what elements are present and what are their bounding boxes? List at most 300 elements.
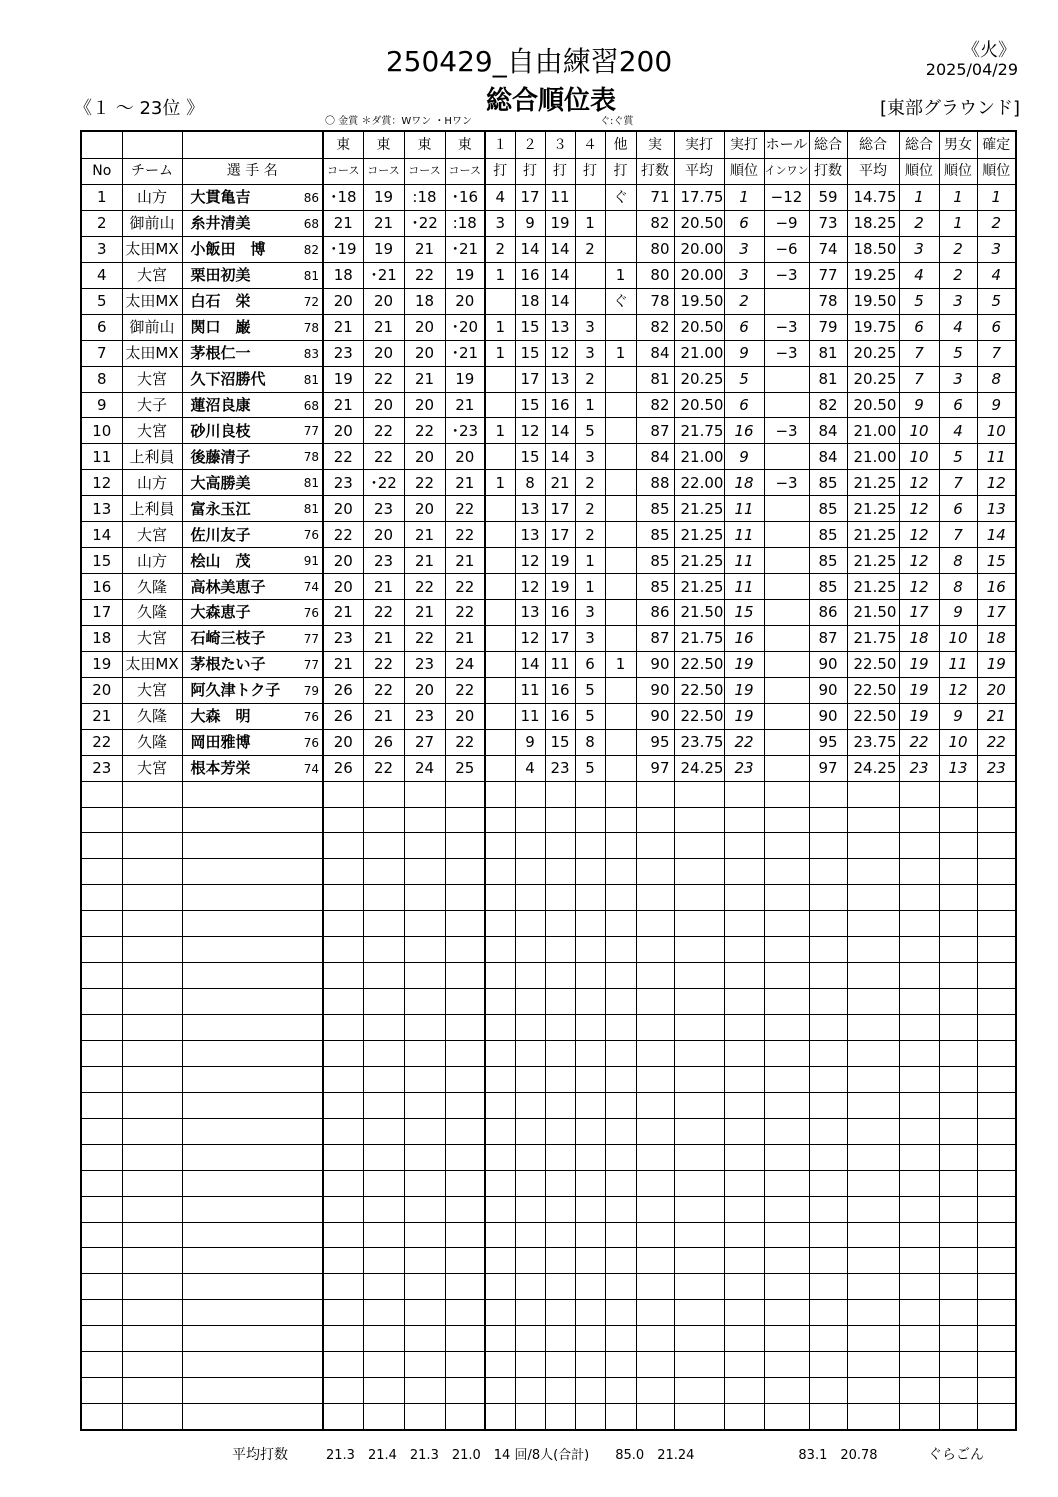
course-score [445,1170,485,1196]
hit-count [545,1378,575,1404]
total-average: 14.75 [847,185,899,211]
strokes [636,1015,674,1041]
table-row [81,236,1016,262]
player-name-text: 大高勝美 [190,473,251,492]
table-row [81,288,1016,314]
course-score [445,885,485,911]
strokes [636,807,674,833]
strokes [636,1248,674,1274]
hole-in-one: −3 [764,418,809,444]
total-rank: 18 [899,625,939,651]
hit-count [545,989,575,1015]
course-score: 20 [404,444,445,470]
gender-rank: 7 [939,470,977,496]
column-header: 打 [485,158,515,185]
total-strokes: 85 [809,470,847,496]
hit-count [485,1196,515,1222]
player-age: 78 [303,320,319,335]
total-rank: 4 [899,262,939,288]
hit-count: 6 [575,651,605,677]
course-score: 22 [363,444,404,470]
total-rank [899,911,939,937]
total-rank [899,1092,939,1118]
hit-count [605,496,636,522]
player-name [182,548,323,574]
team-cell [122,937,182,963]
row-number [81,1066,122,1092]
hit-count [605,444,636,470]
course-score: 21 [323,600,363,626]
footer-averages: 21.3 21.4 21.3 21.0 14 回/8人(合計) 85.0 21.24 83.1 20.78 [326,1448,878,1463]
row-number: 2 [81,210,122,236]
course-score [404,1118,445,1144]
hit-count: 1 [485,314,515,340]
team-cell: 久隆 [122,729,182,755]
course-score: 22 [445,729,485,755]
course-score: 20 [363,392,404,418]
course-score [445,859,485,885]
total-rank [899,1015,939,1041]
strokes-rank [724,1326,764,1352]
column-header: 平均 [674,158,724,185]
hit-count: 19 [545,548,575,574]
strokes-rank [724,1300,764,1326]
strokes-average: 20.50 [674,210,724,236]
hit-count: 3 [575,314,605,340]
final-rank [977,859,1016,885]
hit-count [485,1378,515,1404]
team-cell [122,1352,182,1378]
course-score [363,781,404,807]
strokes-rank: 19 [724,651,764,677]
total-rank [899,833,939,859]
table-row [81,600,1016,626]
total-rank [899,1196,939,1222]
course-score [404,1015,445,1041]
hole-in-one [764,859,809,885]
hole-in-one [764,1222,809,1248]
player-name [182,185,323,211]
final-rank: 10 [977,418,1016,444]
player-age: 77 [303,424,319,439]
player-age: 76 [303,735,319,750]
table-row [81,677,1016,703]
course-score: ･23 [445,418,485,444]
strokes-rank: 2 [724,288,764,314]
player-name [182,522,323,548]
strokes-average: 20.50 [674,314,724,340]
course-score: 21 [445,392,485,418]
course-score: 21 [404,548,445,574]
team-cell: 太田MX [122,236,182,262]
empty-row [81,1378,1016,1404]
player-name [182,677,323,703]
strokes-average: 20.50 [674,392,724,418]
strokes: 71 [636,185,674,211]
course-score [404,1040,445,1066]
hole-in-one [764,1248,809,1274]
hit-count [605,600,636,626]
course-score [323,1170,363,1196]
strokes-rank [724,1066,764,1092]
strokes-average [674,1196,724,1222]
final-rank: 4 [977,262,1016,288]
player-age: 83 [303,346,319,361]
player-name [182,210,323,236]
final-rank [977,1066,1016,1092]
course-score: 22 [445,522,485,548]
column-header: 確定 [977,131,1016,158]
total-rank [899,1248,939,1274]
hit-count [575,1300,605,1326]
total-rank: 19 [899,677,939,703]
strokes-rank: 16 [724,625,764,651]
hit-count [545,1248,575,1274]
player-name-text: 茅根たい子 [190,655,266,674]
column-header [122,131,182,158]
empty-row [81,807,1016,833]
empty-row [81,781,1016,807]
strokes-average [674,963,724,989]
gender-rank: 5 [939,444,977,470]
gender-rank: 11 [939,651,977,677]
strokes-rank [724,1352,764,1378]
hit-count [545,1015,575,1041]
team-cell: 太田MX [122,340,182,366]
empty-row [81,1352,1016,1378]
course-score [404,781,445,807]
hit-count: 3 [575,600,605,626]
total-rank [899,989,939,1015]
course-score: 20 [404,392,445,418]
hit-count: 1 [485,340,515,366]
total-rank: 23 [899,755,939,781]
gender-rank: 3 [939,288,977,314]
player-name [182,418,323,444]
row-number [81,1352,122,1378]
hit-count [485,1404,515,1430]
hole-in-one [764,1118,809,1144]
hit-count: 2 [575,236,605,262]
course-score: 22 [404,470,445,496]
column-header: 他 [605,131,636,158]
hit-count [485,1274,515,1300]
column-header: インワン [764,158,809,185]
course-score: :18 [404,185,445,211]
team-cell [122,1274,182,1300]
player-age: 77 [303,657,319,672]
gender-rank [939,1066,977,1092]
total-rank [899,859,939,885]
strokes-average [674,1118,724,1144]
total-strokes [809,1092,847,1118]
strokes-rank: 11 [724,496,764,522]
team-cell [122,885,182,911]
page-title: 250429_自由練習200 [385,45,673,78]
final-rank [977,1274,1016,1300]
total-average [847,911,899,937]
hit-count [605,470,636,496]
team-cell: 久隆 [122,574,182,600]
player-name [182,1222,323,1248]
strokes-rank [724,859,764,885]
course-score [445,1092,485,1118]
final-rank [977,1015,1016,1041]
team-cell [122,1248,182,1274]
column-header: 東 [363,131,404,158]
team-cell: 山方 [122,548,182,574]
hit-count [515,833,545,859]
total-average: 20.25 [847,366,899,392]
hit-count: 3 [575,625,605,651]
hole-in-one [764,574,809,600]
column-header: 実打 [674,131,724,158]
player-name [182,1066,323,1092]
strokes-average: 23.75 [674,729,724,755]
player-name-text: 大森恵子 [190,603,251,622]
column-header: １ [485,131,515,158]
hit-count: 4 [515,755,545,781]
total-strokes: 78 [809,288,847,314]
column-header: 順位 [724,158,764,185]
course-score: 21 [404,600,445,626]
hit-count [485,963,515,989]
course-score: 20 [404,677,445,703]
course-score [404,859,445,885]
hit-count [605,833,636,859]
team-cell: 山方 [122,470,182,496]
row-number: 22 [81,729,122,755]
strokes-rank: 6 [724,210,764,236]
team-cell [122,1404,182,1430]
course-score [445,1326,485,1352]
course-score [363,1404,404,1430]
player-name-text: 白石 栄 [190,292,251,311]
hit-count [485,651,515,677]
strokes-average: 21.25 [674,574,724,600]
course-score: 23 [363,496,404,522]
team-cell [122,1170,182,1196]
hit-count: 17 [545,522,575,548]
hit-count [605,392,636,418]
total-average: 19.25 [847,262,899,288]
total-strokes [809,1040,847,1066]
column-header: 総合 [809,131,847,158]
course-score: 20 [404,340,445,366]
total-strokes [809,1248,847,1274]
table-row [81,418,1016,444]
row-number [81,1300,122,1326]
player-age: 81 [303,476,319,491]
course-score [445,1300,485,1326]
strokes-average [674,1222,724,1248]
strokes-average [674,1066,724,1092]
gender-rank [939,1248,977,1274]
hit-count [515,1378,545,1404]
player-name [182,470,323,496]
hit-count [575,1222,605,1248]
strokes: 84 [636,340,674,366]
hit-count: 12 [515,418,545,444]
course-score [404,885,445,911]
hit-count [545,1092,575,1118]
row-number: 8 [81,366,122,392]
strokes-rank: 19 [724,703,764,729]
table-header [81,131,1016,185]
row-number: 6 [81,314,122,340]
total-strokes: 87 [809,625,847,651]
team-cell [122,781,182,807]
column-header: 実打 [724,131,764,158]
strokes: 82 [636,392,674,418]
course-score: 22 [363,651,404,677]
hit-count: 12 [545,340,575,366]
player-age: 76 [303,606,319,620]
hole-in-one: −6 [764,236,809,262]
course-score [404,911,445,937]
hit-count [545,1040,575,1066]
hole-in-one: −3 [764,262,809,288]
course-score [363,1040,404,1066]
hit-count [575,1015,605,1041]
team-cell [122,1118,182,1144]
column-header: コース [445,158,485,185]
hit-count [485,1222,515,1248]
course-score: 22 [404,574,445,600]
player-name [182,885,323,911]
player-age: 68 [303,216,319,231]
course-score: 22 [363,600,404,626]
hole-in-one [764,1144,809,1170]
total-rank: 19 [899,703,939,729]
final-rank [977,1326,1016,1352]
strokes-average: 22.50 [674,651,724,677]
award-legend: 〇 金賞 ＊ダ賞：Wワン ・Hワン [325,116,472,127]
gender-rank [939,1222,977,1248]
hit-count [485,833,515,859]
course-score [445,1118,485,1144]
strokes-average: 20.25 [674,366,724,392]
strokes-average [674,885,724,911]
strokes-rank: 19 [724,677,764,703]
course-score [404,1274,445,1300]
player-name [182,1300,323,1326]
hole-in-one [764,1300,809,1326]
hole-in-one: −3 [764,340,809,366]
hit-count [605,911,636,937]
player-age: 77 [303,631,319,646]
course-score: 25 [445,755,485,781]
rank-range: 《１ ～ 23位 》 [74,98,205,119]
hit-count: 1 [575,548,605,574]
course-score: 27 [404,729,445,755]
total-average [847,1092,899,1118]
hit-count [515,1066,545,1092]
course-score: ･21 [363,262,404,288]
total-rank: 7 [899,366,939,392]
total-average [847,937,899,963]
player-age: 78 [303,450,319,465]
hole-in-one [764,703,809,729]
hit-count [605,1015,636,1041]
hit-count: 14 [545,236,575,262]
hit-count: 17 [515,185,545,211]
strokes: 90 [636,703,674,729]
player-name [182,1170,323,1196]
course-score [404,1092,445,1118]
empty-row [81,989,1016,1015]
course-score: 20 [445,444,485,470]
team-cell [122,963,182,989]
total-strokes [809,1118,847,1144]
empty-row [81,911,1016,937]
strokes-rank [724,1015,764,1041]
final-rank: 15 [977,548,1016,574]
total-strokes: 95 [809,729,847,755]
course-score: 21 [404,236,445,262]
total-rank [899,1066,939,1092]
hit-count [605,1352,636,1378]
strokes-average: 21.25 [674,496,724,522]
row-number [81,1222,122,1248]
total-rank: 10 [899,444,939,470]
course-score: 21 [404,366,445,392]
total-average [847,989,899,1015]
strokes-average: 21.00 [674,340,724,366]
course-score [445,1066,485,1092]
strokes-average: 21.50 [674,600,724,626]
hit-count [605,1274,636,1300]
gender-rank [939,807,977,833]
total-average [847,1170,899,1196]
total-strokes [809,1352,847,1378]
strokes-average [674,937,724,963]
course-score [404,1144,445,1170]
total-strokes [809,1015,847,1041]
total-average [847,807,899,833]
course-score [323,1196,363,1222]
hit-count [575,859,605,885]
gender-rank [939,1144,977,1170]
strokes: 80 [636,236,674,262]
hit-count [485,548,515,574]
player-name [182,1326,323,1352]
course-score: 21 [445,470,485,496]
empty-row [81,1326,1016,1352]
hit-count [515,1404,545,1430]
strokes-average [674,1015,724,1041]
gender-rank [939,1118,977,1144]
column-header: コース [363,158,404,185]
gender-rank [939,1196,977,1222]
hit-count [515,1300,545,1326]
hit-count [605,1118,636,1144]
gender-rank: 7 [939,522,977,548]
hit-count [575,1118,605,1144]
gender-rank [939,937,977,963]
row-number [81,937,122,963]
hit-count [545,937,575,963]
player-name-text: 久下沼勝代 [190,370,266,389]
total-strokes [809,1326,847,1352]
final-rank: 13 [977,496,1016,522]
row-number: 11 [81,444,122,470]
total-average: 21.00 [847,444,899,470]
total-strokes [809,1404,847,1430]
strokes-rank [724,1118,764,1144]
course-score [323,963,363,989]
hole-in-one [764,807,809,833]
